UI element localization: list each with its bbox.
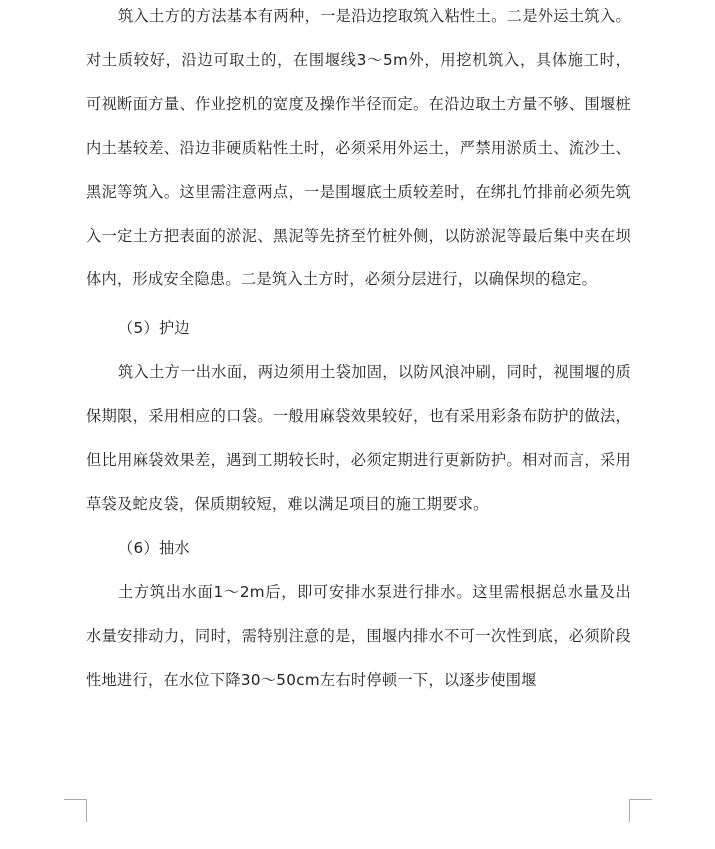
paragraph-dewatering: 土方筑出水面1～2m后，即可安排水泵进行排水。这里需根据总水量及出水量安排动力，同时，需特别注意的是，围堰内排水不可一次性到底，必须阶段性地进行，在水位下降30～50cm左右时停顿一下，以逐步使围堰 <box>86 582 631 689</box>
paragraph-bank-protection: 筑入土方一出水面，两边须用土袋加固，以防风浪冲刷，同时，视围堰的质保期限，采用相应的口袋。一般用麻袋效果较好，也有采用彩条布防护的做法，但比用麻袋效果差，遇到工期较长时，必须定期进行更新防护。相对而言，采用草袋及蛇皮袋，保质期较短，难以满足项目的施工期要求。 <box>86 363 631 513</box>
page-corner-mark-left <box>64 799 87 822</box>
paragraph-soil-filling: 筑入土方的方法基本有两种，一是沿边挖取筑入粘性土。二是外运土筑入。对土质较好，沿边可取土的，在围堰线3～5m外，用挖机筑入，具体施工时，可视断面方量、作业挖机的宽度及操作半径而定。在沿边取土方量不够、围堰桩内土基较差、沿边非硬质粘性土时，必须采用外运土，严禁用淤质土、流沙土、黑泥等筑入。这里需注意两点，一是围堰底土质较差时，在绑扎竹排前必须先筑入一定土方把表面的淤泥、黑泥等先挤至竹桩外侧，以防淤泥等最后集中夹在坝体内，形成安全隐患。二是筑入土方时，必须分层进行，以确保坝的稳定。 <box>86 7 631 289</box>
heading-bank-protection: （5）护边 <box>118 319 190 338</box>
document-body <box>86 0 631 703</box>
page-corner-mark-right <box>629 799 652 822</box>
heading-dewatering: （6）抽水 <box>118 538 190 557</box>
